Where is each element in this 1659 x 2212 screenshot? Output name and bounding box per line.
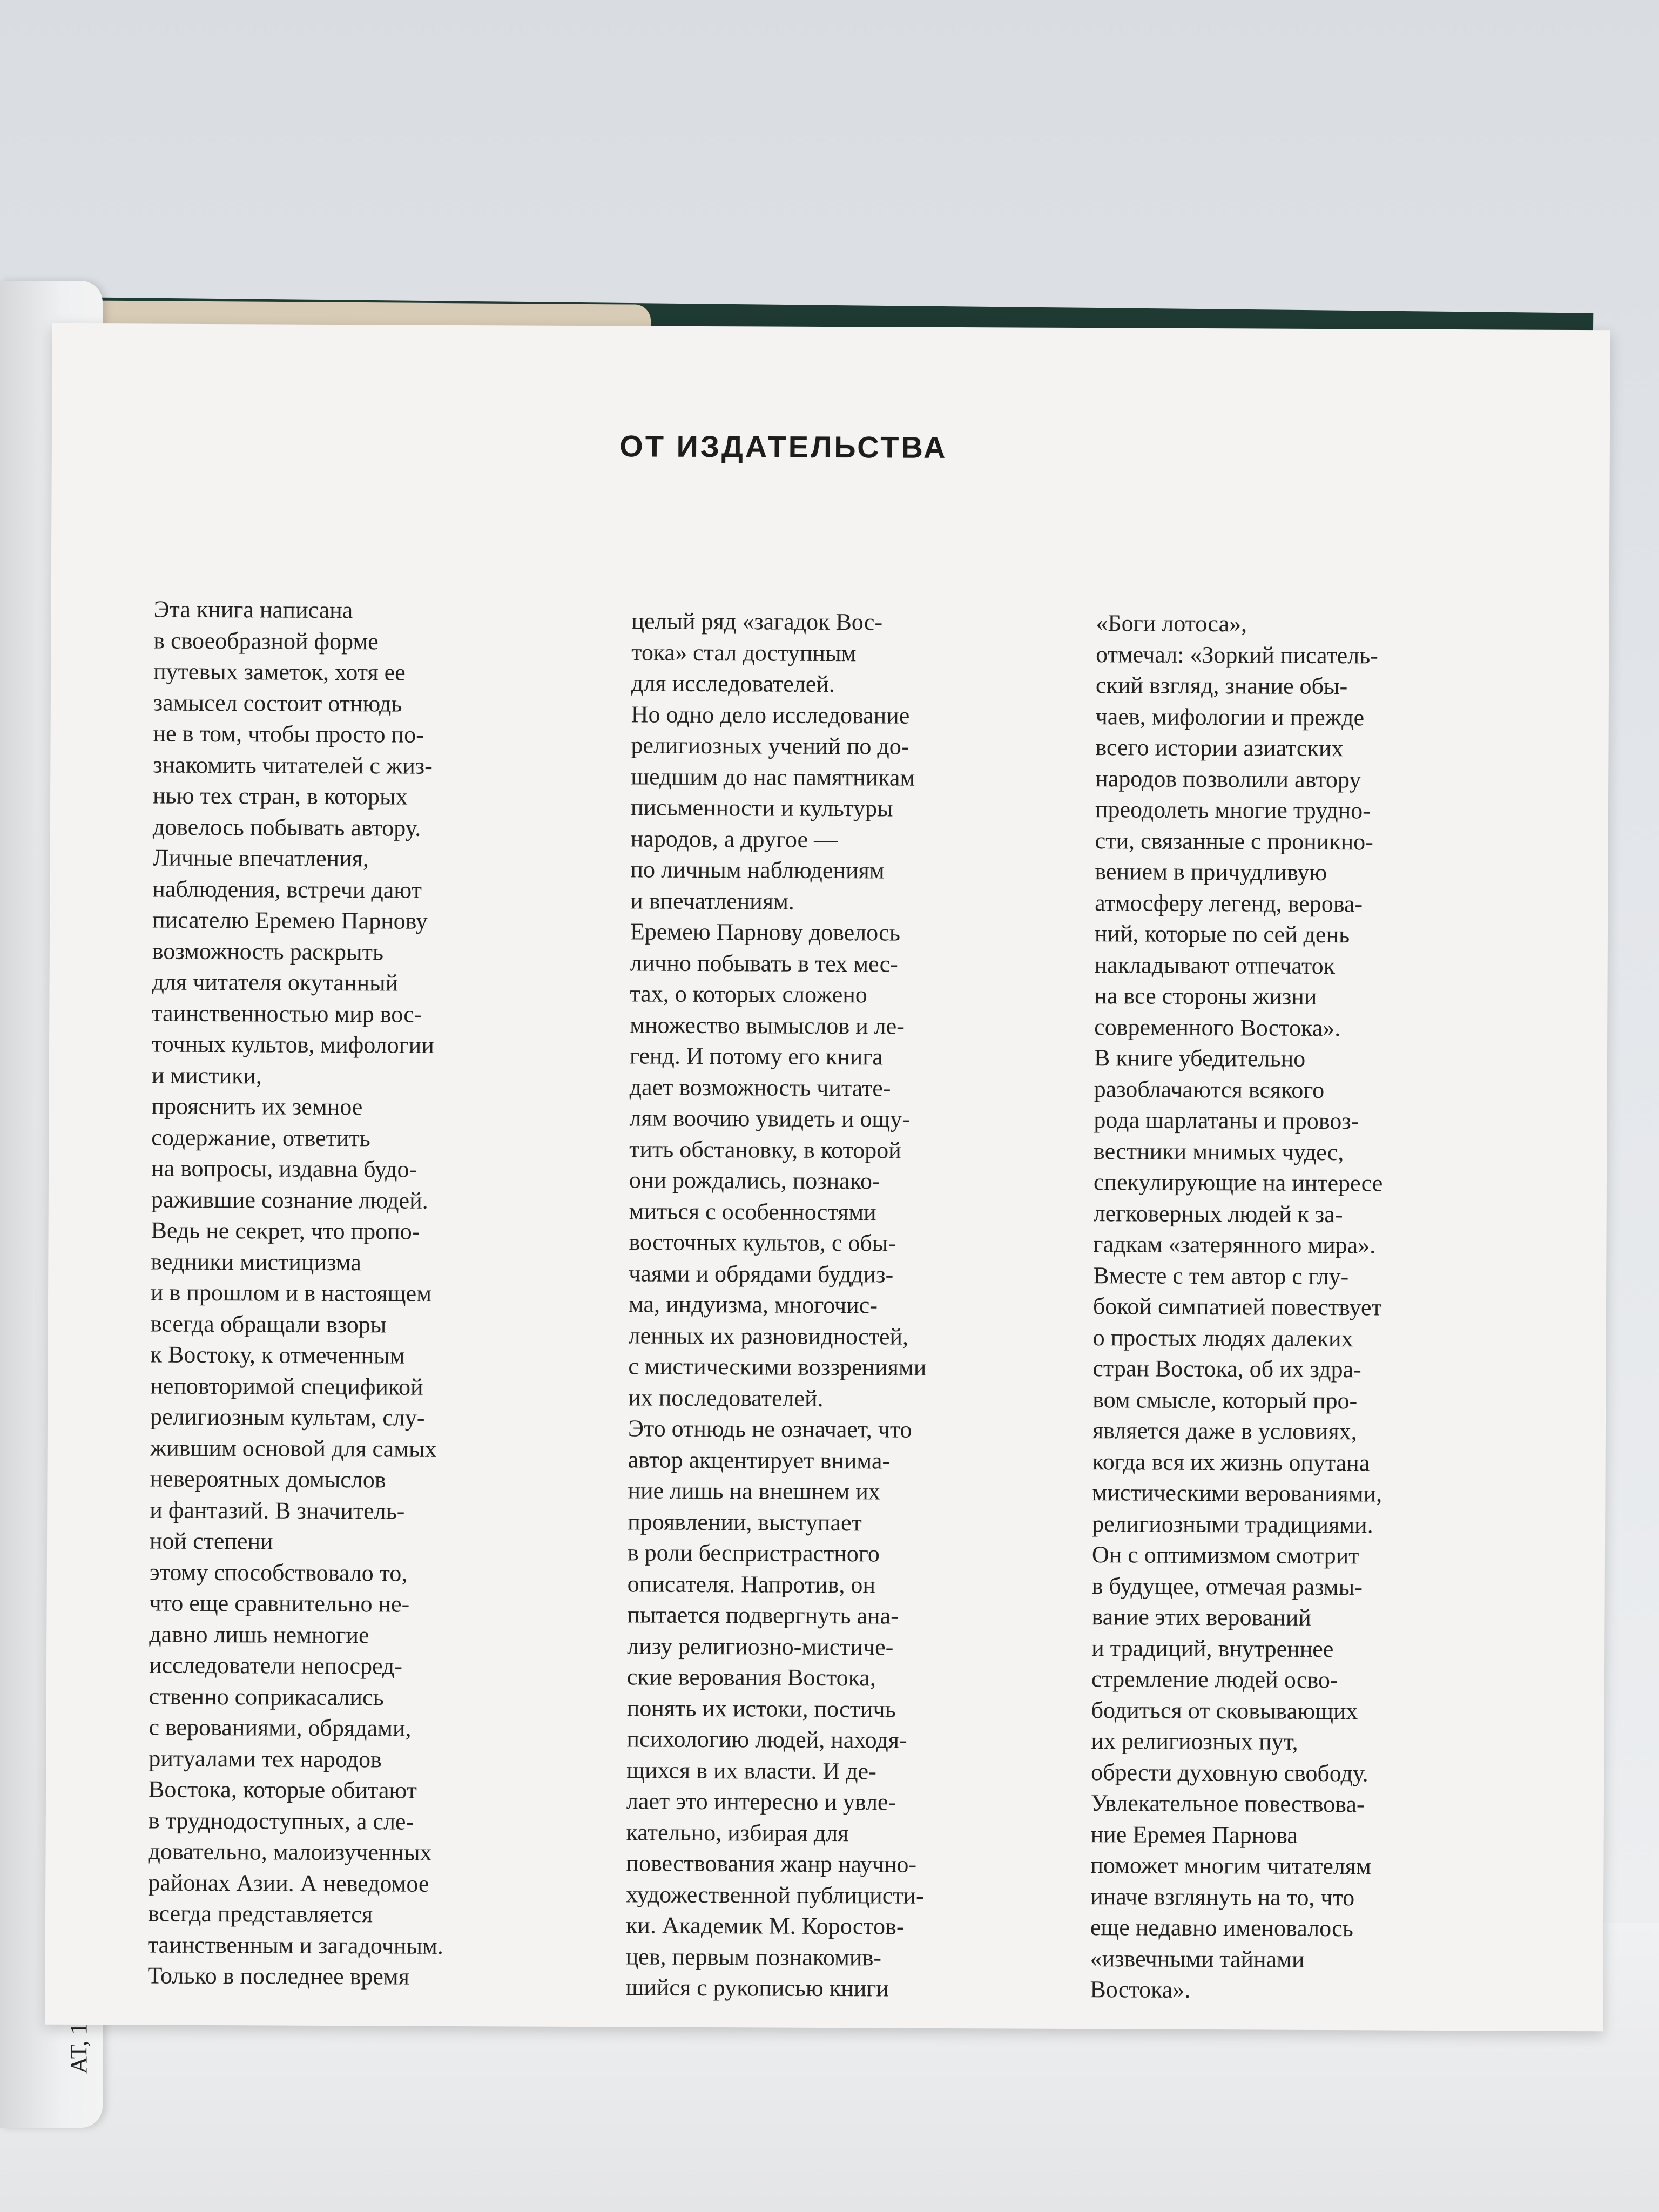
text-line: цев, первым познакомив- xyxy=(625,1943,882,1971)
text-line: всегда представляется xyxy=(147,1900,373,1928)
text-line: к Востоку, к отмеченным xyxy=(150,1341,405,1369)
text-column-1 xyxy=(147,594,575,1993)
text-line: шедшим до нас памятникам xyxy=(631,763,915,791)
text-line: Это отнюдь не означает, что xyxy=(628,1415,912,1443)
text-line: спекулирующие на интересе xyxy=(1093,1169,1383,1197)
text-line: вом смысле, который про- xyxy=(1092,1386,1358,1414)
text-line: в своеобразной форме xyxy=(153,627,379,655)
text-line: тить обстановку, в которой xyxy=(629,1135,901,1164)
text-line: неповторимой спецификой xyxy=(150,1372,423,1400)
text-line: писателю Еремею Парнову xyxy=(152,906,428,934)
text-line: довательно, малоизученных xyxy=(148,1838,432,1866)
text-line: содержание, ответить xyxy=(151,1124,370,1151)
text-line: нью тех стран, в которых xyxy=(152,782,408,810)
text-line: Эта книга написана xyxy=(153,596,353,624)
text-line: чаев, мифологии и прежде xyxy=(1095,703,1365,731)
text-line: поможет многим читателям xyxy=(1090,1852,1372,1880)
text-line: не в том, чтобы просто по- xyxy=(153,720,424,748)
text-line: в роли беспристрастного xyxy=(627,1539,880,1567)
text-line: ной степени xyxy=(149,1527,273,1555)
text-line: ма, индуизма, многочис- xyxy=(628,1291,878,1319)
text-line: народов, а другое — xyxy=(630,825,838,853)
text-line: ний, которые по сей день xyxy=(1094,920,1350,948)
text-line: преодолеть многие трудно- xyxy=(1095,796,1371,824)
text-line: Востока, которые обитают xyxy=(148,1776,417,1804)
text-line: восточных культов, с обы- xyxy=(629,1229,896,1257)
text-line: всего истории азиатских xyxy=(1095,734,1344,762)
text-line: чаями и обрядами буддиз- xyxy=(629,1259,894,1288)
text-line: жившим основой для самых xyxy=(150,1434,437,1462)
text-line: лям воочию увидеть и ощу- xyxy=(629,1104,911,1132)
text-line: этому способствовало то, xyxy=(149,1559,408,1587)
text-line: на все стороны жизни xyxy=(1094,982,1317,1010)
text-line: замысел состоит отнюдь xyxy=(153,689,402,717)
text-line: возможность раскрыть xyxy=(152,938,384,965)
text-column-3 xyxy=(1090,608,1517,2007)
text-line: бокой симпатией повествует xyxy=(1092,1293,1382,1321)
text-line: для читателя окутанный xyxy=(152,968,399,996)
text-line: с мистическими воззрениями xyxy=(628,1353,927,1381)
text-line: религиозных учений по до- xyxy=(631,732,909,760)
text-line: ние Еремея Парнова xyxy=(1090,1820,1298,1849)
text-line: отмечал: «Зоркий писатель- xyxy=(1096,640,1378,669)
text-column-2 xyxy=(625,605,1053,2005)
text-line: лизу религиозно-мистиче- xyxy=(627,1632,894,1661)
text-line: ственно соприкасались xyxy=(149,1683,384,1710)
text-line: их последователей. xyxy=(628,1384,824,1412)
text-line: ние лишь на внешнем их xyxy=(628,1477,880,1505)
text-line: Еремею Парнову довелось xyxy=(630,918,900,946)
text-line: и мистики, xyxy=(151,1062,262,1089)
text-line: давно лишь немногие xyxy=(149,1621,369,1648)
text-line: Востока». xyxy=(1090,1976,1191,2003)
text-line: тока» стал доступным xyxy=(631,638,857,666)
text-line: Только в последнее время xyxy=(147,1962,410,1990)
text-line: бодиться от сковывающих xyxy=(1091,1696,1358,1724)
text-line: о простых людях далеких xyxy=(1092,1324,1353,1352)
text-line: «извечными тайнами xyxy=(1090,1945,1305,1973)
text-line: психологию людей, находя- xyxy=(626,1725,907,1754)
text-line: мистическими верованиями, xyxy=(1092,1479,1382,1507)
text-line: миться с особенностями xyxy=(629,1197,876,1225)
text-line: ражившие сознание людей. xyxy=(151,1186,428,1214)
text-line: ки. Академик М. Коростов- xyxy=(625,1912,905,1940)
text-line: В книге убедительно xyxy=(1094,1044,1306,1072)
text-line: они рождались, познако- xyxy=(629,1166,880,1195)
text-line: пытается подвергнуть ана- xyxy=(627,1601,899,1629)
text-line: для исследователей. xyxy=(631,670,835,698)
text-line: шийся с рукописью книги xyxy=(625,1974,889,2002)
text-line: «Боги лотоса», xyxy=(1096,610,1247,637)
text-line: Он с оптимизмом смотрит xyxy=(1091,1541,1359,1569)
text-line: таинственностью мир вос- xyxy=(152,1000,422,1028)
text-line: религиозными традициями. xyxy=(1092,1510,1373,1538)
text-line: атмосферу легенд, верова- xyxy=(1095,889,1363,917)
text-line: целый ряд «загадок Вос- xyxy=(631,608,883,636)
text-line: проявлении, выступает xyxy=(628,1508,862,1536)
text-line: накладывают отпечаток xyxy=(1094,951,1336,979)
text-line: дает возможность читате- xyxy=(629,1073,891,1102)
text-line: Но одно дело исследование xyxy=(631,700,910,729)
text-line: всегда обращали взоры xyxy=(150,1310,387,1338)
text-line: лично побывать в тех мес- xyxy=(630,949,899,977)
text-line: и в прошлом и в настоящем xyxy=(150,1279,432,1307)
text-line: и впечатлениям. xyxy=(630,887,794,915)
text-line: знакомить читателей с жиз- xyxy=(153,751,433,779)
text-line: сти, связанные с проникно- xyxy=(1095,827,1373,855)
text-line: стран Востока, об их здра- xyxy=(1092,1355,1361,1383)
text-line: наблюдения, встречи дают xyxy=(152,875,422,903)
text-line: Личные впечатления, xyxy=(152,844,369,872)
text-line: невероятных домыслов xyxy=(150,1465,386,1493)
text-line: ский взгляд, знание обы- xyxy=(1095,672,1348,700)
text-line: районах Азии. А неведомое xyxy=(148,1869,429,1897)
book-page xyxy=(45,323,1610,2032)
text-line: что еще сравнительно не- xyxy=(149,1589,410,1617)
text-line: тах, о которых сложено xyxy=(630,980,867,1008)
text-line: с верованиями, обрядами, xyxy=(149,1714,412,1742)
text-line: довелось побывать автору. xyxy=(152,813,421,841)
text-line: разоблачаются всякого xyxy=(1094,1075,1325,1103)
text-line: письменности и культуры xyxy=(630,794,893,822)
text-line: легковерных людей к за- xyxy=(1093,1199,1343,1228)
text-line: обрести духовную свободу. xyxy=(1091,1758,1368,1786)
text-line: исследователи непосред- xyxy=(149,1651,403,1680)
text-line: путевых заметок, хотя ее xyxy=(153,658,406,686)
text-line: Ведь не секрет, что пропо- xyxy=(151,1217,420,1245)
text-line: вание этих верований xyxy=(1091,1603,1311,1631)
text-line: Увлекательное повествова- xyxy=(1090,1790,1365,1818)
text-line: современного Востока». xyxy=(1094,1013,1341,1041)
text-line: еще недавно именовалось xyxy=(1090,1914,1353,1942)
text-line: гадкам «затерянного мира». xyxy=(1093,1231,1376,1259)
page-title: ОТ ИЗДАТЕЛЬСТВА xyxy=(619,429,948,464)
text-line: религиозным культам, слу- xyxy=(150,1403,425,1431)
text-line: когда вся их жизнь опутана xyxy=(1092,1448,1370,1476)
text-line: и традиций, внутреннее xyxy=(1091,1634,1334,1662)
text-line: ленных их разновидностей, xyxy=(628,1321,909,1350)
text-line: таинственным и загадочным. xyxy=(147,1931,443,1959)
text-line: является даже в условиях, xyxy=(1092,1417,1357,1445)
text-line: в труднодоступных, а сле- xyxy=(148,1807,414,1835)
text-line: ведники мистицизма xyxy=(151,1248,361,1276)
text-line: иначе взглянуть на то, что xyxy=(1090,1883,1355,1911)
text-line: ритуалами тех народов xyxy=(149,1745,382,1772)
text-line: и фантазий. В значитель- xyxy=(150,1496,405,1525)
text-line: повествования жанр научно- xyxy=(626,1850,917,1878)
text-line: лает это интересно и увле- xyxy=(626,1788,896,1816)
text-line: по личным наблюдениям xyxy=(630,856,885,884)
text-line: вестники мнимых чудес, xyxy=(1094,1137,1344,1165)
text-line: множество вымыслов и ле- xyxy=(630,1011,905,1040)
text-line: понять их истоки, постичь xyxy=(626,1694,896,1723)
text-line: стремление людей осво- xyxy=(1091,1665,1338,1694)
text-line: их религиозных пут, xyxy=(1091,1728,1298,1755)
text-line: кательно, избирая для xyxy=(626,1818,849,1846)
text-line: в будущее, отмечая размы- xyxy=(1091,1572,1363,1600)
text-line: автор акцентирует внима- xyxy=(628,1446,891,1474)
text-line: описателя. Напротив, он xyxy=(627,1570,876,1598)
text-line: художественной публицисти- xyxy=(626,1880,924,1909)
text-line: Вместе с тем автор с глу- xyxy=(1093,1262,1349,1290)
text-line: рода шарлатаны и провоз- xyxy=(1094,1107,1359,1135)
text-line: щихся в их власти. И де- xyxy=(626,1756,876,1784)
text-line: на вопросы, издавна будо- xyxy=(151,1155,417,1183)
text-line: народов позволили автору xyxy=(1095,765,1361,793)
text-line: прояснить их земное xyxy=(151,1092,363,1121)
text-line: ские верования Востока, xyxy=(626,1663,876,1691)
text-line: генд. И потому его книга xyxy=(629,1042,883,1070)
text-line: точных культов, мифологии xyxy=(151,1030,434,1058)
text-line: вением в причудливую xyxy=(1095,858,1327,886)
